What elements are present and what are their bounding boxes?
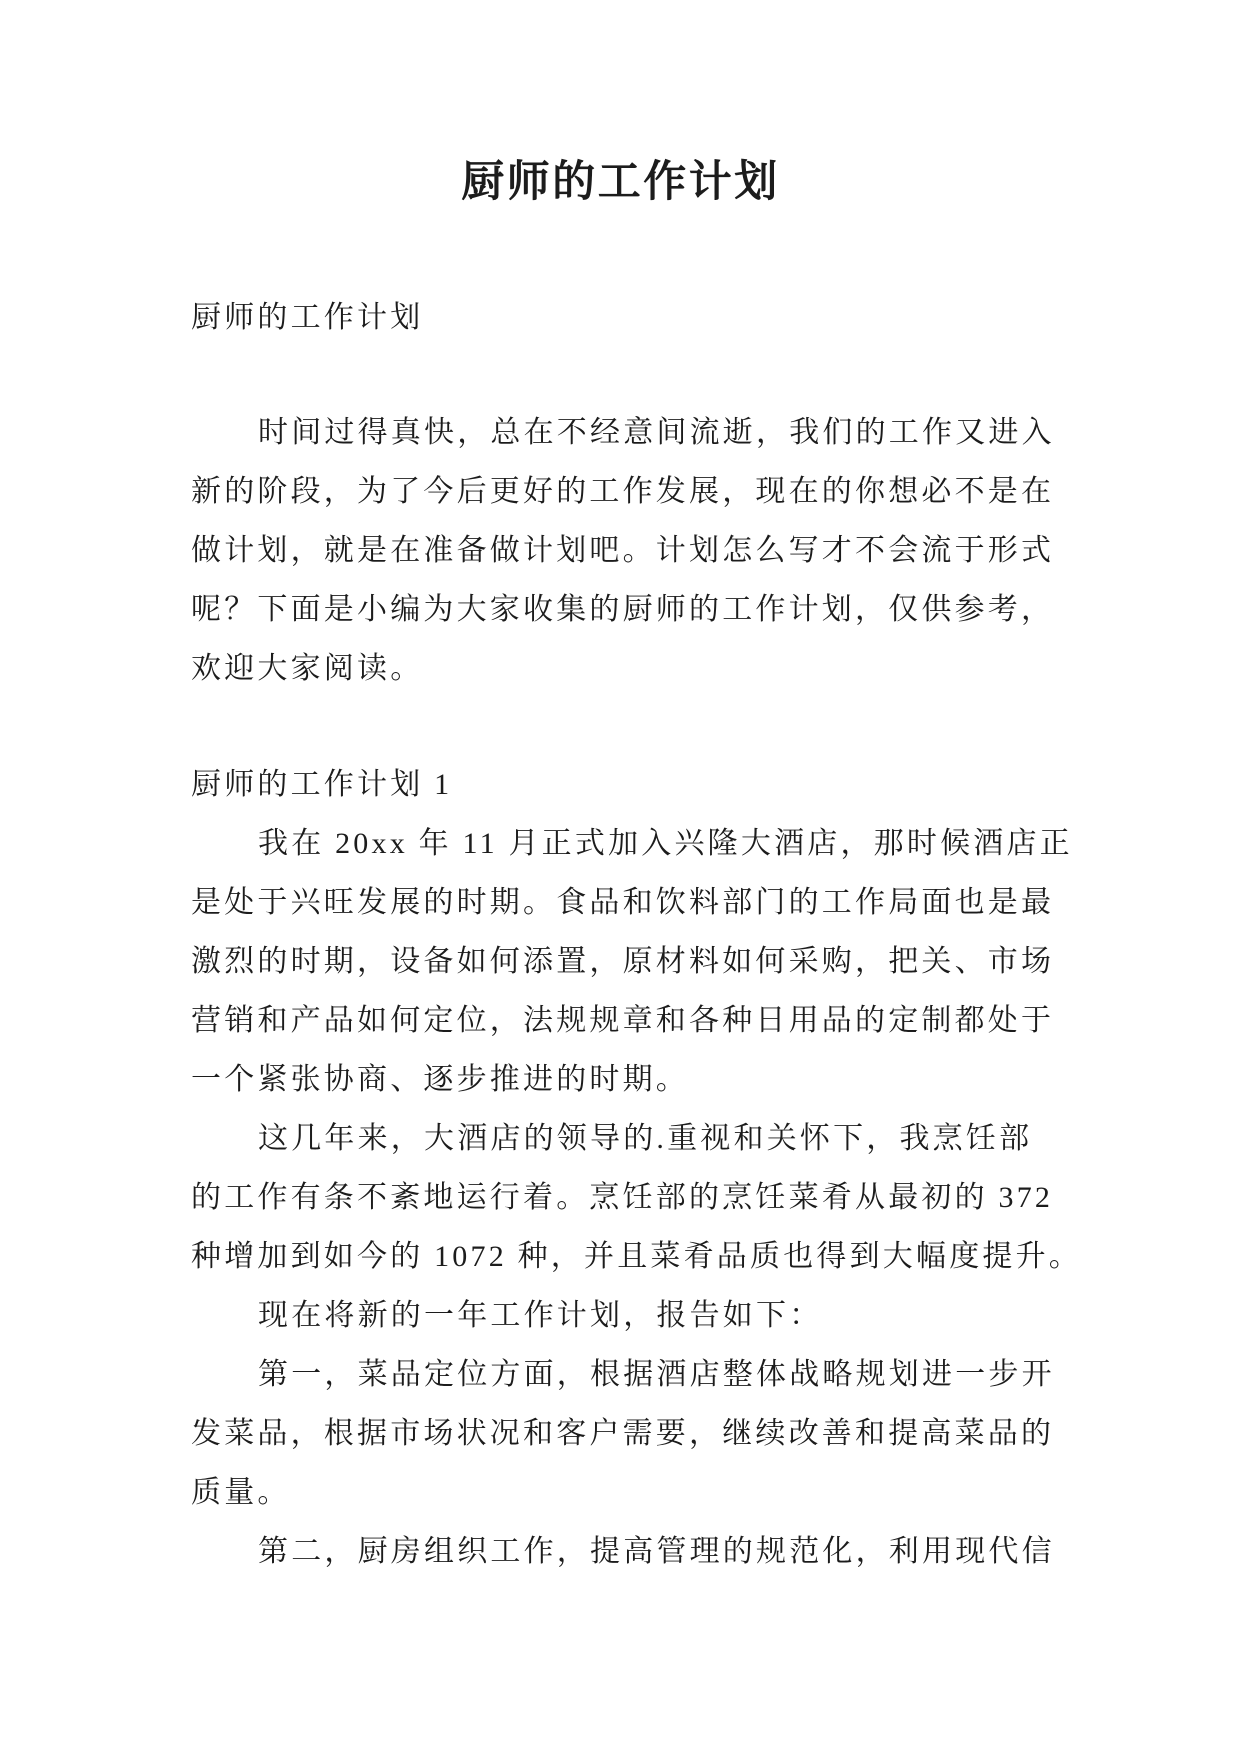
text-line: 的工作有条不紊地运行着。烹饪部的烹饪菜肴从最初的 372: [191, 1181, 1054, 1214]
text-line: 质量。: [191, 1476, 291, 1509]
paragraph-point-one: [191, 1345, 1091, 1522]
text-line: 呢？下面是小编为大家收集的厨师的工作计划，仅供参考，: [191, 593, 1055, 626]
document-body: [191, 288, 1091, 1581]
intro-heading: 厨师的工作计划: [191, 301, 424, 334]
text-line: 种增加到如今的 1072 种，并且菜肴品质也得到大幅度提升。: [191, 1240, 1082, 1273]
text-line: 新的阶段，为了今后更好的工作发展，现在的你想必不是在: [191, 475, 1055, 508]
text-line: 时间过得真快，总在不经意间流逝，我们的工作又进入: [258, 416, 1055, 449]
section-heading: 厨师的工作计划 1: [191, 768, 453, 801]
paragraph-point-two: [191, 1522, 1091, 1581]
paragraph-joining: [191, 814, 1091, 1109]
text-line: 做计划，就是在准备做计划吧。计划怎么写才不会流于形式: [191, 534, 1055, 567]
spacer: [191, 698, 1091, 755]
text-line: 这几年来，大酒店的领导的.重视和关怀下，我烹饪部: [258, 1122, 1033, 1155]
text-line: 欢迎大家阅读。: [191, 652, 424, 685]
paragraph-plan-intro: [191, 1286, 1091, 1345]
document-title: 厨师的工作计划: [461, 159, 780, 206]
text-line: 发菜品，根据市场状况和客户需要，继续改善和提高菜品的: [191, 1417, 1055, 1450]
intro-paragraph: [191, 403, 1091, 698]
spacer: [191, 347, 1091, 403]
text-line: 第一，菜品定位方面，根据酒店整体战略规划进一步开: [258, 1358, 1055, 1391]
text-line: 激烈的时期，设备如何添置，原材料如何采购，把关、市场: [191, 945, 1055, 978]
text-line: 现在将新的一年工作计划，报告如下：: [258, 1299, 823, 1332]
text-line: 营销和产品如何定位，法规规章和各种日用品的定制都处于: [191, 1004, 1055, 1037]
paragraph-progress: [191, 1109, 1091, 1286]
text-line: 一个紧张协商、逐步推进的时期。: [191, 1063, 689, 1096]
text-line: 第二，厨房组织工作，提高管理的规范化，利用现代信: [258, 1535, 1055, 1568]
text-line: 我在 20xx 年 11 月正式加入兴隆大酒店，那时候酒店正: [258, 827, 1073, 860]
text-line: 是处于兴旺发展的时期。食品和饮料部门的工作局面也是最: [191, 886, 1055, 919]
